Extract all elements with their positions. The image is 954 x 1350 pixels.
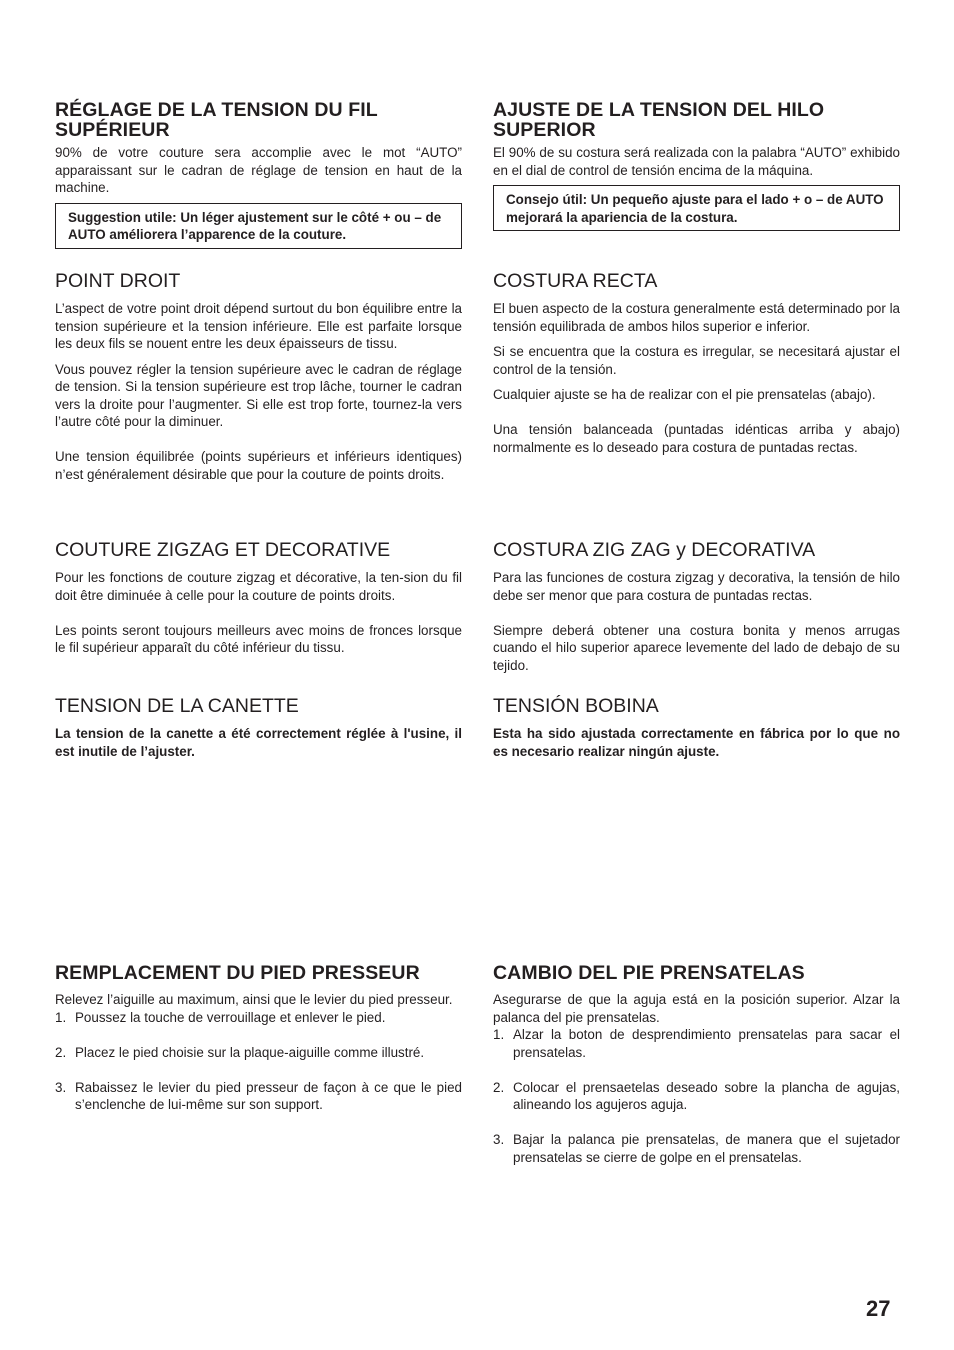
paragraph: L’aspect de votre point droit dépend surtout du bon équilibre entre la tension supérieure et la tension inférieure. Elle est parfaite lorsque les deux fils se nouent entre les deux épaisseurs de tissu. — [55, 301, 462, 351]
tip-box: Consejo útil: Un pequeño ajuste para el lado + o – de AUTO mejorará la apariencia de la costura. — [493, 185, 900, 231]
list-item — [493, 1079, 900, 1114]
section-title: COUTURE ZIGZAG ET DECORATIVE — [55, 539, 391, 561]
section-presser-foot-es — [493, 963, 900, 1166]
paragraph: Les points seront toujours meilleurs avec moins de fronces lorsque le fil supérieur apparaît du côté inférieur du tissu. — [55, 622, 462, 655]
paragraph: Una tensión balanceada (puntadas idénticas arriba y abajo) normalmente es lo deseado para costura de puntadas rectas. — [493, 422, 900, 455]
list-item — [55, 1009, 462, 1027]
section-title: COSTURA RECTA — [493, 270, 658, 292]
section-upper-thread-tension-es — [493, 100, 900, 231]
step-number: 2. — [55, 1044, 67, 1060]
section-title: REMPLACEMENT DU PIED PRESSEUR — [55, 962, 420, 984]
paragraph: El buen aspecto de la costura generalmente está determinado por la tensión equilibrada de ambos hilos superior e inferior. — [493, 301, 900, 334]
section-title: COSTURA ZIG ZAG y DECORATIVA — [493, 539, 816, 561]
step-number: 3. — [493, 1132, 505, 1147]
section-straight-stitch-es — [493, 270, 900, 456]
section-presser-foot-fr — [55, 963, 462, 1114]
tip-box: Suggestion utile: Un léger ajustement sur le côté + ou – de AUTO améliorera l’apparence de la couture. — [55, 203, 462, 249]
step-text: Colocar el prensaetelas deseado sobre la plancha de agujas, alineando los agujeros aguja. — [513, 1079, 900, 1112]
step-number: 1. — [55, 1009, 67, 1025]
step-number: 1. — [493, 1027, 505, 1042]
section-title: TENSIÓN BOBINA — [493, 695, 659, 717]
step-text: Placez le pied choisie sur la plaque-aiguille comme illustré. — [75, 1044, 425, 1060]
step-number: 2. — [493, 1079, 505, 1095]
paragraph: Vous pouvez régler la tension supérieure avec le cadran de réglage de tension. Si la tension supérieure est trop lâche, tourner le cadran vers la droite pour l’augmenter. Si elle est trop forte, tournez-la vers l’autre côté pour la diminuer. — [55, 361, 462, 429]
step-text: Rabaissez le levier du pied presseur de façon à ce que le pied s’enclenche de lui-même sur son support. — [75, 1079, 462, 1112]
step-text: Alzar la boton de desprendimiento prensatelas para sacar el prensatelas. — [513, 1027, 900, 1060]
section-title: RÉGLAGE DE LA TENSION DU FIL SUPÉRIEUR — [55, 99, 378, 141]
page-number: 27 — [866, 1296, 891, 1321]
list-item — [55, 1079, 462, 1114]
paragraph: Cualquier ajuste se ha de realizar con el pie prensatelas (abajo). — [493, 387, 876, 402]
section-title: TENSION DE LA CANETTE — [55, 695, 299, 717]
section-bobbin-tension-fr — [55, 695, 462, 760]
paragraph: Une tension équilibrée (points supérieurs et inférieurs identiques) n’est généralement désirable que pour la couture de points droits. — [55, 449, 462, 482]
section-straight-stitch-fr — [55, 270, 462, 483]
step-number: 3. — [55, 1079, 67, 1095]
section-zigzag-es — [493, 539, 900, 674]
section-bobbin-tension-es — [493, 695, 900, 760]
section-title: POINT DROIT — [55, 270, 181, 292]
paragraph: Relevez l’aiguille au maximum, ainsi que le levier du pied presseur. — [55, 992, 453, 1007]
paragraph: Para las funciones de costura zigzag y decorativa, la tensión de hilo debe ser menor que para costura de puntadas rectas. — [493, 570, 900, 603]
section-zigzag-fr — [55, 539, 462, 657]
section-title: CAMBIO DEL PIE PRENSATELAS — [493, 962, 805, 984]
paragraph: Si se encuentra que la costura es irregular, se necesitará ajustar el control de la tensión. — [493, 344, 900, 377]
paragraph: Esta ha sido ajustada correctamente en fábrica por lo que no es necesario realizar ningún ajuste. — [493, 726, 900, 759]
paragraph: La tension de la canette a été correctement réglée à l'usine, il est inutile de l’ajuster. — [55, 726, 462, 759]
section-title: AJUSTE DE LA TENSION DEL HILO SUPERIOR — [493, 99, 825, 141]
steps-list — [493, 1026, 900, 1166]
list-item — [55, 1044, 462, 1062]
steps-list — [55, 1009, 462, 1114]
list-item — [493, 1026, 900, 1061]
paragraph: Asegurarse de que la aguja está en la posición superior. Alzar la palanca del pie prensatelas. — [493, 992, 900, 1025]
list-item — [493, 1131, 900, 1166]
section-upper-thread-tension-fr — [55, 100, 462, 249]
paragraph: 90% de votre couture sera accomplie avec le mot “AUTO” apparaissant sur le cadran de réglage de tension en haut de la machine. — [55, 145, 462, 195]
step-text: Bajar la palanca pie prensatelas, de manera que el sujetador prensatelas se cierre de golpe en el prensatelas. — [513, 1132, 900, 1165]
paragraph: Pour les fonctions de couture zigzag et décorative, la ten-sion du fil doit être diminuée à celle pour la couture de points droits. — [55, 570, 462, 603]
step-text: Poussez la touche de verrouillage et enlever le pied. — [75, 1009, 386, 1025]
paragraph: Siempre deberá obtener una costura bonita y menos arrugas cuando el hilo superior aparece levemente del lado de debajo de su tejido. — [493, 622, 900, 673]
paragraph: El 90% de su costura será realizada con la palabra “AUTO” exhibido en el dial de control de tensión encima de la máquina. — [493, 145, 900, 178]
